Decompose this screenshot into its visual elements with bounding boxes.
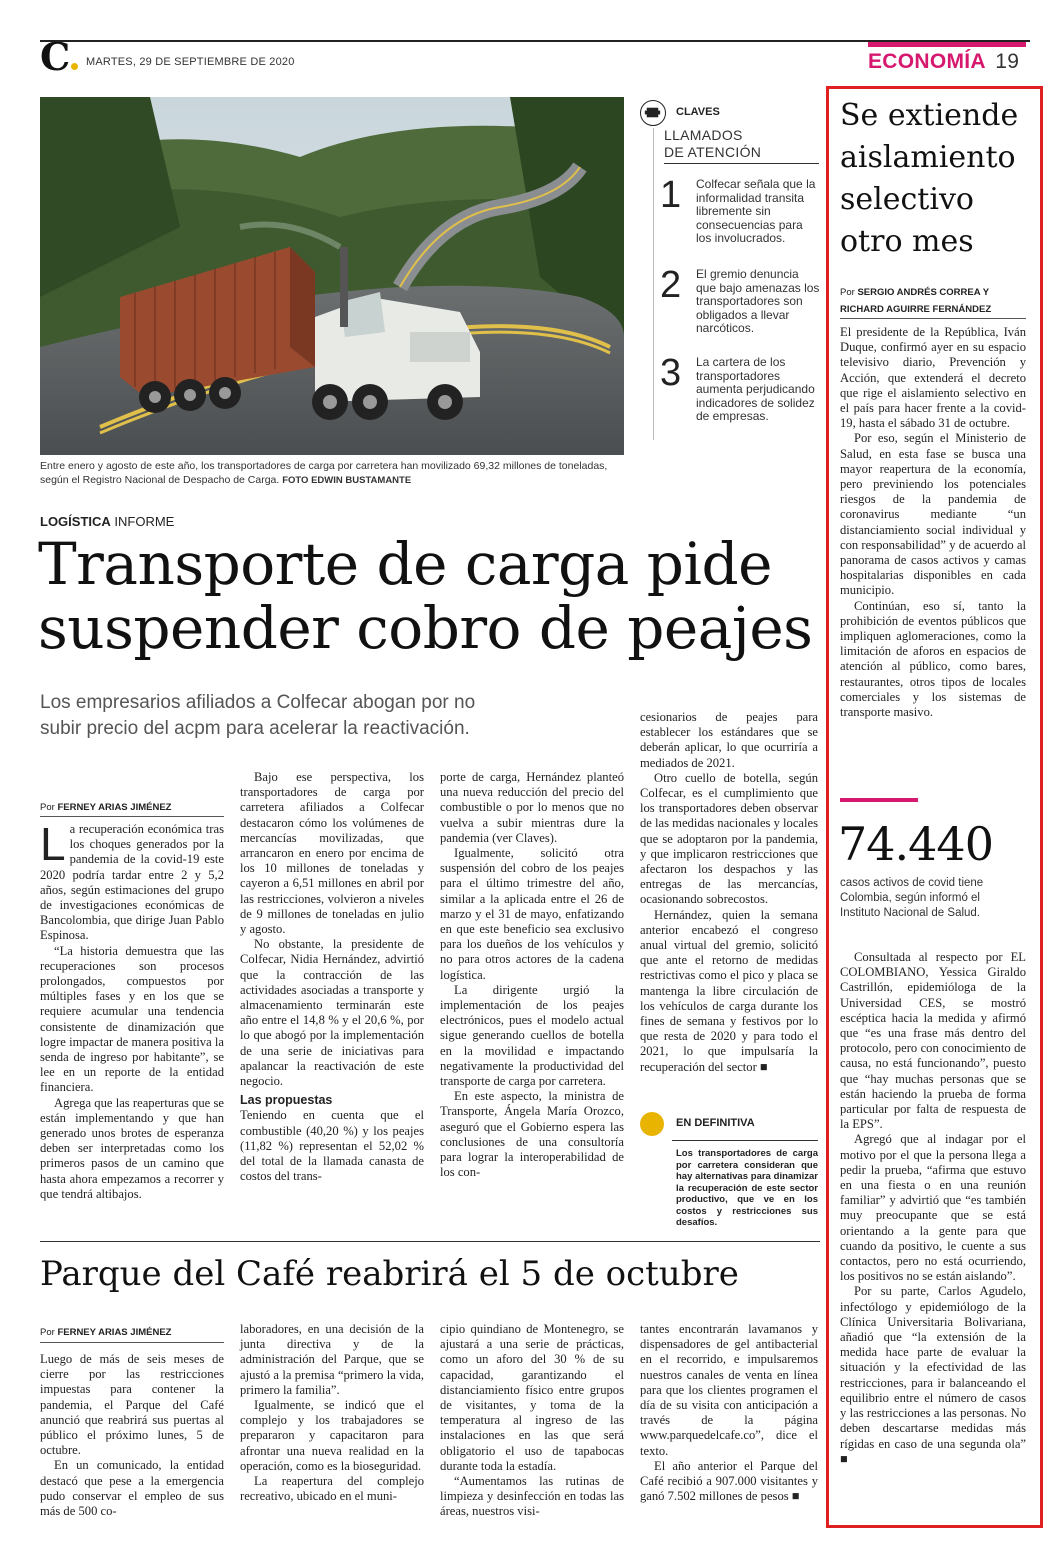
subtitle-line2: subir precio del acpm para acelerar la reactivación. <box>40 718 470 739</box>
claves-title-rule <box>664 163 819 164</box>
sidebar-headline-line2: aislamiento <box>840 140 1016 175</box>
article-kicker <box>40 514 174 529</box>
claves-item-number: 2 <box>660 264 682 306</box>
article-column-4 <box>640 710 818 1075</box>
article-paragraph: Igualmente, se indicó que el complejo y los trabajadores se prepararon y capacitaron para afrontar una nueva realidad en la operación, como es la bioseguridad. <box>240 1398 424 1473</box>
article-paragraph: porte de carga, Hernández planteó una nueva reducción del precio del combustible o por lo menos que no vuelva a subir mientras dure la pandemia (ver Claves). <box>440 770 624 845</box>
claves-divider <box>653 128 654 440</box>
byline-rule <box>40 816 224 817</box>
cafe-column-2 <box>240 1322 424 1504</box>
article-paragraph: En un comunicado, la entidad destacó que pese a la emergencia pudo conservar el empleo de sus más de 500 co- <box>40 1458 224 1519</box>
section-separator <box>40 1241 820 1242</box>
article-paragraph: laboradores, en una decisión de la junta directiva y de la administración del Parque, que se ajustó a la premisa “primero la vida, primero la familia”. <box>240 1322 424 1397</box>
article-paragraph: Otro cuello de botella, según Colfecar, es el cumplimiento que los transportadores deben observar de las medidas nacionales y locales que se adoptaron por la pandemia, y que implicaron restricciones que afectaron los despachos y las entregas de las mercancías, ocasionando sobrecostos. <box>640 770 818 907</box>
sidebar-column-top <box>840 325 1026 720</box>
section-name: ECONOMÍA <box>868 50 986 73</box>
kicker-light: INFORME <box>114 514 175 529</box>
sidebar-headline-line3: selectivo <box>840 182 974 217</box>
truck-photo-illustration <box>40 97 624 455</box>
claves-label: CLAVES <box>676 106 720 118</box>
en-definitiva-text: Los transportadores de carga por carretera consideran que hay alternativas para dinamizar la recuperación de este sector productivo, que ve en los costos y restricciones sus desafíos. <box>676 1148 818 1228</box>
article-paragraph: Bajo ese perspectiva, los transportadores de carga por carretera afiliados a Colfecar destacaron cómo los volúmenes de mercancías movilizadas, que arrancaron en enero por encima de los 10 millones de toneladas y cayeron a 6,51 millones en abril por las restricciones, volvieron a niveles de 9 millones de toneladas en julio y agosto. <box>240 770 424 937</box>
article-paragraph: tantes encontrarán lavamanos y dispensadores de gel antibacterial en el recorrido, e impulsaremos nuestros canales de venta en línea para que los clientes programen el día de su visita con anticipación a través de la página www.parquedelcafe.co”, dice el texto. <box>640 1322 818 1458</box>
key-icon <box>641 101 664 124</box>
article-subhead: Las propuestas <box>240 1093 333 1108</box>
byline-author: FERNEY ARIAS JIMÉNEZ <box>57 1327 172 1338</box>
photo-credit: FOTO EDWIN BUSTAMANTE <box>282 475 412 486</box>
article-paragraph: Agrega que las reaperturas que se están implementando y que han generado unos brotes de esperanza deben ser interpretadas como los primeros pasos de un camino que hasta ahora empezamos a recorrer y que tendrá altibajos. <box>40 1095 224 1201</box>
article-column-3 <box>440 770 624 1180</box>
article-paragraph: Teniendo en cuenta que el combustible (40,20 %) y los peajes (11,82 %) representan el 52,02 % del total de la llamada canasta de costos del trans- <box>240 1108 424 1184</box>
sidebar-headline-line1: Se extiende <box>840 98 1019 133</box>
claves-icon <box>640 100 666 126</box>
claves-item <box>660 352 820 436</box>
article-paragraph: Continúan, eso sí, tanto la prohibición de eventos públicos que impliquen aglomeraciones, como la limitación de aforos en espacios de atención al público, como bares, restaurantes, otros tipos de locales comerciales y los sistemas de transporte masivo. <box>840 598 1026 720</box>
cafe-headline: Parque del Café reabrirá el 5 de octubre <box>40 1254 739 1294</box>
claves-item-number: 3 <box>660 352 682 394</box>
byline-prefix: Por <box>40 1327 55 1338</box>
cafe-column-3 <box>440 1322 624 1520</box>
article-paragraph: La recuperación económica tras los choques generados por la pandemia de la covid-19 este 2020 podría tardar entre 2 y 5,2 años, según estimaciones del grupo de investigaciones económicas de Bancolombia, que dirige Juan Pablo Espinosa. <box>40 818 224 943</box>
en-definitiva-label: EN DEFINITIVA <box>676 1117 755 1129</box>
article-paragraph: Igualmente, solicitó otra suspensión del cobro de los peajes para el último trimestre del año, similar a la aplicada entre el 26 de marzo y el 31 de mayo, enfatizando en que este beneficio sea exclusivo para los dueños de los vehículos y no para otros actores de la cadena logística. <box>440 846 624 982</box>
subtitle-line1: Los empresarios afiliados a Colfecar abogan por no <box>40 692 476 713</box>
article-paragraph: La reapertura del complejo recreativo, ubicado en el muni- <box>240 1474 424 1504</box>
logo-dot <box>71 63 78 70</box>
page-number: 19 <box>995 50 1020 73</box>
byline-prefix: Por <box>840 287 855 298</box>
article-headline <box>38 532 812 660</box>
claves-item-text: Colfecar señala que la informalidad transita libremente sin consecuencias para los involucrados. <box>696 177 816 246</box>
logo-letter: C <box>40 34 71 79</box>
article-paragraph: Por eso, según el Ministerio de Salud, en esta fase se busca una mayor reapertura de la economía, pero previniendo los potenciales riesgos de la pandemia de coronavirus mediante “un distanciamiento social individual y con responsabilidad” y de acuerdo al panorama de casos activos y camas hospitalarias disponibles en cada municipio. <box>840 431 1026 598</box>
article-paragraph: El año anterior el Parque del Café recibió a 907.000 visitantes y ganó 7.502 millones de pesos ■ <box>640 1458 818 1504</box>
article-subtitle <box>40 690 475 742</box>
byline-prefix: Por <box>40 802 55 813</box>
claves-item-text: La cartera de los transportadores aumenta perjudicando indicadores de solidez de empresas. <box>696 355 815 424</box>
claves-title <box>664 127 761 161</box>
article-paragraph: La dirigente urgió la implementación de los peajes electrónicos, pues el modelo actual sigue generando cuellos de botella en la movilidad e impactando negativamente la productividad del transporte de carga por carretera. <box>440 982 624 1089</box>
cafe-column-1 <box>40 1352 224 1519</box>
claves-title-line2: DE ATENCIÓN <box>664 144 762 160</box>
headline-line2: suspender cobro de peajes <box>38 594 813 662</box>
headline-line1: Transporte de carga pide <box>38 530 772 598</box>
cafe-column-4 <box>640 1322 818 1504</box>
sidebar-headline-line4: otro mes <box>840 224 974 259</box>
claves-item-number: 1 <box>660 174 682 216</box>
claves-item <box>660 264 820 348</box>
drop-cap: L <box>40 818 66 870</box>
section-accent-bar <box>868 42 1026 47</box>
article-paragraph: Agregó que al indagar por el motivo por el que la persona llega a pedir la prueba, “afirma que estuvo en una fiesta o en una reunión familiar” y advirtió que “es también muy preocupante que se está orientando a la gente para que cuando da positivo, le cuente a sus contactos, pero no está ocurriendo, los positivos no se están aislando”. <box>840 1132 1026 1284</box>
cafe-byline-rule <box>40 1342 224 1343</box>
kicker-bold: LOGÍSTICA <box>40 514 111 529</box>
claves-item <box>660 174 820 258</box>
stat-caption: casos activos de covid tiene Colombia, según informó el Instituto Nacional de Salud. <box>840 877 984 919</box>
byline-author: RICHARD AGUIRRE FERNÁNDEZ <box>840 304 992 315</box>
byline-author: FERNEY ARIAS JIMÉNEZ <box>57 802 172 813</box>
en-definitiva-icon <box>640 1112 664 1136</box>
article-paragraph: Consultada al respecto por EL COLOMBIANO, Yessica Giraldo Castrillón, epidemióloga de la Universidad CES, se mostró escéptica hacia la medida y afirmó que “es una frase más dentro del protocolo, pero con conocimiento de causa, no está funcionando”, puesto que “hay muchas personas que se están haciendo la prueba de forma particular por falta de respuesta de la EPS”. <box>840 950 1026 1132</box>
section-label <box>868 50 1019 74</box>
article-paragraph: Por su parte, Carlos Agudelo, infectólogo y epidemiólogo de la Clínica Universitaria Bolivariana, añadió que “la extensión de la medida hace parte de evaluar la situación y la efectividad de las restricciones, para ir balanceando el equilibrio entre el número de casos y las restricciones a las personas. No deben descartarse medidas más rígidas en caso de una segunda ola” ■ <box>840 1284 1026 1466</box>
claves-item-text: El gremio denuncia que bajo amenazas los transportadores son obligados a llevar narcóticos. <box>696 267 820 336</box>
stat-accent-bar <box>840 798 918 802</box>
sidebar-byline <box>840 284 991 318</box>
photo-caption <box>40 459 630 488</box>
article-paragraph: Hernández, quien la semana anterior encabezó el congreso anual virtual del gremio, solicitó que ante el retorno de medidas restrictivas como el pico y placa se mantenga la libre circulación de los vehículos de carga durante los fines de semana y festivos por lo que resta de 2020 y para todo el 2021, lo que impulsaría la recuperación del sector ■ <box>640 907 818 1074</box>
sidebar-headline <box>840 95 1018 263</box>
photo-caption-text: Entre enero y agosto de este año, los transportadores de carga por carretera han movilizado 69,32 millones de toneladas, según el Registro Nacional de Despacho de Carga. <box>40 460 608 486</box>
en-definitiva-rule <box>672 1140 818 1141</box>
article-paragraph: Luego de más de seis meses de cierre por las restricciones impuestas para contener la pandemia, el Parque del Café anunció que reabrirá sus puertas al público el próximo lunes, 5 de octubre. <box>40 1352 224 1458</box>
stat-number: 74.440 <box>838 817 993 871</box>
article-paragraph: El presidente de la República, Iván Duque, confirmó ayer en su espacio televisivo diario, Prevención y Acción, que extenderá el decreto que rige el aislamiento selectivo en el país para hacer frente a la covid-19, hasta el sábado 31 de octubre. <box>840 325 1026 431</box>
article-paragraph: “La historia demuestra que las recuperaciones son procesos prolongados, compuestos por múltiples fases y en los que se requiere acumular una tendencia consistente de dinamización que logre impactar de manera positiva la senda de ingreso por habitante”, se lee en un reporte de la entidad financiera. <box>40 943 224 1095</box>
lead-photo <box>40 97 624 455</box>
sidebar-column-bottom <box>840 950 1026 1467</box>
cafe-byline <box>40 1327 171 1338</box>
claves-title-line1: LLAMADOS <box>664 127 743 143</box>
byline-author: SERGIO ANDRÉS CORREA Y <box>857 287 990 298</box>
article-column-1 <box>40 818 224 1202</box>
article-paragraph: No obstante, la presidente de Colfecar, Nidia Hernández, advirtió que la contracción de las actividades asociadas a transporte y almacenamiento terminarán este año entre el 14,8 % y el 20,6 %, por lo que abogó por la implementación de una serie de iniciativas para apalancar la reactivación de este negocio. <box>240 937 424 1089</box>
article-paragraph: “Aumentamos las rutinas de limpieza y desinfección en todas las áreas, nuestros visi- <box>440 1474 624 1519</box>
article-column-2 <box>240 770 424 1184</box>
article-paragraph: cipio quindiano de Montenegro, se ajustará a una serie de prácticas, como un aforo del 30 % de su capacidad, garantizando el distanciamiento físico entre grupos de visitantes, y toma de la temperatura al ingreso de las instalaciones en las que será obligatorio el uso de tapabocas durante toda la estadía. <box>440 1322 624 1473</box>
header-date: MARTES, 29 DE SEPTIEMBRE DE 2020 <box>86 56 295 68</box>
article-paragraph: En este aspecto, la ministra de Transporte, Ángela María Orozco, aseguró que el Gobierno espera las conclusiones de una consultoría para lograr la interoperabilidad de los con- <box>440 1089 624 1180</box>
article-paragraph: cesionarios de peajes para establecer los estándares que se deberán aplicar, lo que ocurriría a mediados de 2021. <box>640 710 818 770</box>
sidebar-byline-rule <box>840 318 1026 319</box>
article-byline <box>40 802 171 813</box>
masthead-logo <box>40 34 78 79</box>
